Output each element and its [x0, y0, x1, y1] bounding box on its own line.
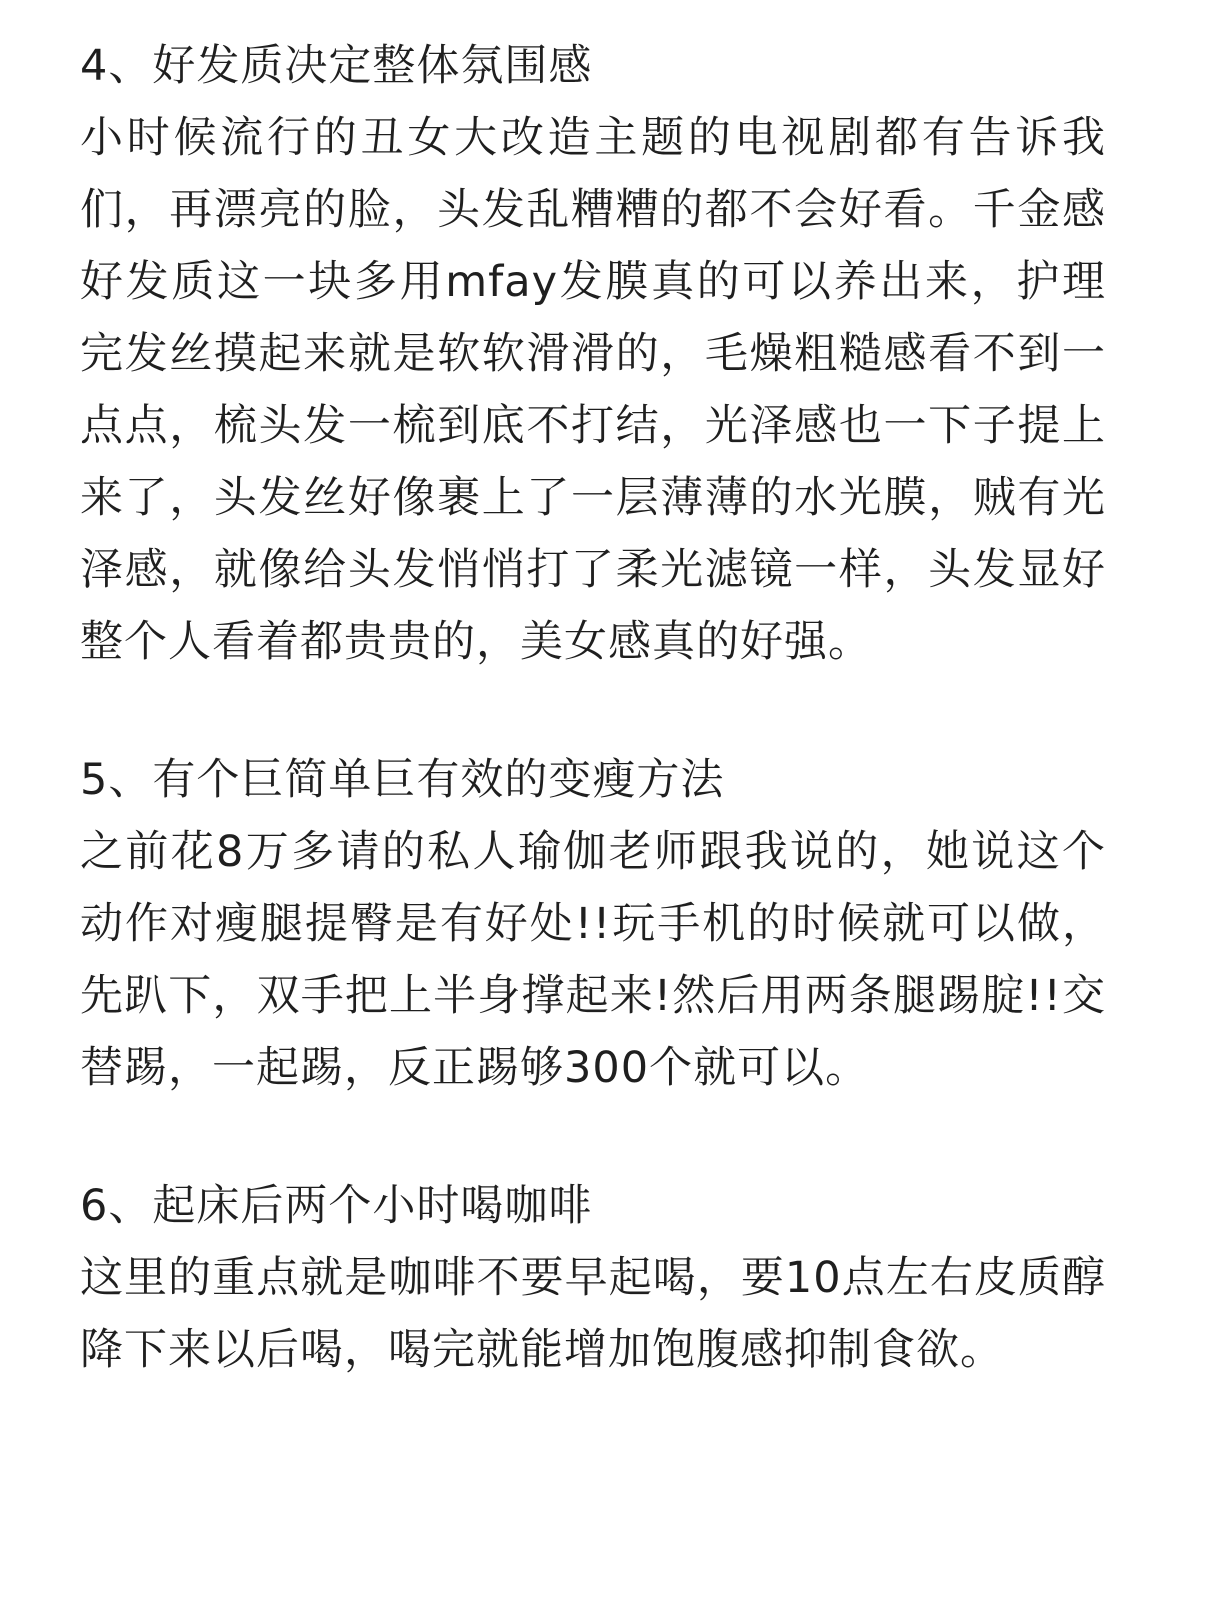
- tip-body-text: 之前花8万多请的私人瑜伽老师跟我说的，她说这个动作对瘦腿提臀是有好处!!玩手机的时候就可以做，先趴下，双手把上半身撑起来!然后用两条腿踢腚!!交替踢，一起踢，反正踢够300个就可以。: [80, 827, 1106, 1093]
- tip-body-text: 这里的重点就是咖啡不要早起喝，要10点左右皮质醇降下来以后喝，喝完就能增加饱腹感抑制食欲。: [80, 1253, 1106, 1375]
- tip-heading: 6、起床后两个小时喝咖啡: [80, 1181, 593, 1231]
- tip-section-5: [80, 744, 1106, 1104]
- tip-section-4: [80, 30, 1106, 678]
- tip-body-text: 小时候流行的丑女大改造主题的电视剧都有告诉我们，再漂亮的脸，头发乱糟糟的都不会好看。千金感好发质这一块多用mfay发膜真的可以养出来，护理完发丝摸起来就是软软滑滑的，毛燥粗糙感看不到一点点，梳头发一梳到底不打结，光泽感也一下子提上来了，头发丝好像裹上了一层薄薄的水光膜，贼有光泽感，就像给头发悄悄打了柔光滤镜一样，头发显好整个人看着都贵贵的，美女感真的好强。: [80, 113, 1106, 667]
- tip-section-6: [80, 1170, 1106, 1386]
- tip-heading: 4、好发质决定整体氛围感: [80, 41, 593, 91]
- tip-heading: 5、有个巨简单巨有效的变瘦方法: [80, 755, 725, 805]
